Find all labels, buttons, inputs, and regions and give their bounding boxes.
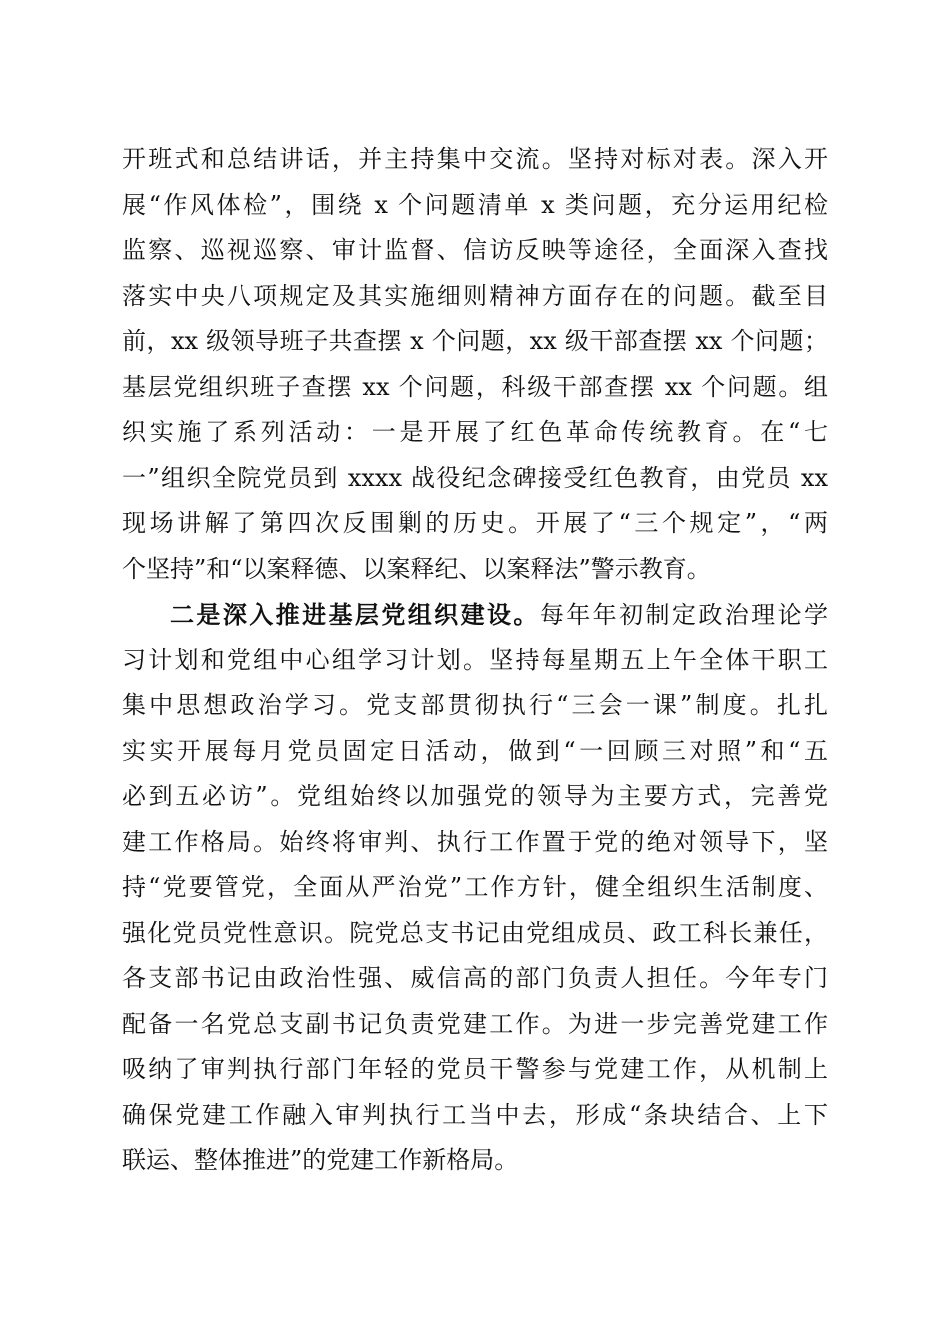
text-line: 前，xx 级领导班子共查摆 x 个问题，xx 级干部查摆 xx 个问题； xyxy=(122,327,828,355)
text-line: 个坚持”和“以案释德、以案释纪、以案释法”警示教育。 xyxy=(122,554,711,583)
text-line: 落实中央八项规定及其实施细则精神方面存在的问题。截至目 xyxy=(122,281,828,310)
text-line: 展“作风体检”，围绕 x 个问题清单 x 类问题，充分运用纪检 xyxy=(122,190,828,219)
text-line: 建工作格局。始终将审判、执行工作置于党的绝对领导下，坚 xyxy=(122,827,828,856)
paragraph-1 xyxy=(122,137,828,592)
text-line: 基层党组织班子查摆 xx 个问题，科级干部查摆 xx 个问题。组 xyxy=(122,372,828,401)
text-line: 实实开展每月党员固定日活动，做到“一回顾三对照”和“五 xyxy=(122,736,828,765)
text-line: 集中思想政治学习。党支部贯彻执行“三会一课”制度。扎扎 xyxy=(122,691,828,719)
text-line: 联运、整体推进”的党建工作新格局。 xyxy=(122,1146,519,1174)
text-line: 确保党建工作融入审判执行工当中去，形成“条块结合、上下 xyxy=(122,1100,828,1129)
paragraph-heading: 二是深入推进基层党组织建设。 xyxy=(170,600,540,629)
text-line: 监察、巡视巡察、审计监督、信访反映等途径，全面深入查找 xyxy=(122,236,828,264)
text-line: 各支部书记由政治性强、威信高的部门负责人担任。今年专门 xyxy=(122,964,828,992)
document-body xyxy=(122,137,828,1184)
text-line: 持“党要管党，全面从严治党”工作方针，健全组织生活制度、 xyxy=(122,873,828,901)
text-line-first xyxy=(122,592,828,638)
text-line: 开班式和总结讲话，并主持集中交流。坚持对标对表。深入开 xyxy=(122,145,828,173)
text-line: 吸纳了审判执行部门年轻的党员干警参与党建工作，从机制上 xyxy=(122,1055,828,1083)
text-line: 配备一名党总支副书记负责党建工作。为进一步完善党建工作 xyxy=(122,1009,828,1038)
text-line: 必到五必访”。党组始终以加强党的领导为主要方式，完善党 xyxy=(122,782,828,810)
text-line: 现场讲解了第四次反围剿的历史。开展了“三个规定”，“两 xyxy=(122,509,828,537)
text-line: 一”组织全院党员到 xxxx 战役纪念碑接受红色教育，由党员 xx xyxy=(122,463,828,492)
text-line: 织实施了系列活动：一是开展了红色革命传统教育。在“七 xyxy=(122,418,828,446)
text-line: 强化党员党性意识。院党总支书记由党组成员、政工科长兼任， xyxy=(122,918,828,947)
text-line: 习计划和党组中心组学习计划。坚持每星期五上午全体干职工 xyxy=(122,645,828,674)
text-line-rest: 每年年初制定政治理论学 xyxy=(539,601,828,629)
paragraph-2 xyxy=(122,592,828,1184)
